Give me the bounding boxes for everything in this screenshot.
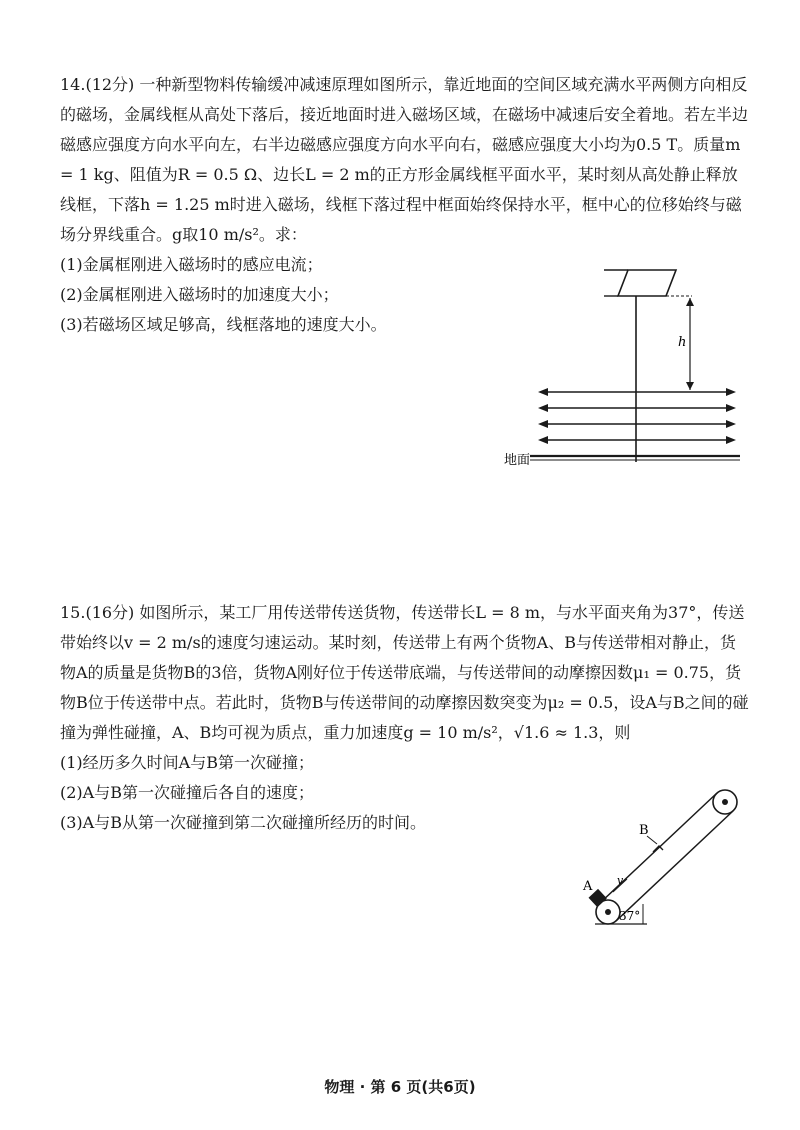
- question-14-sub-2: (2)金属框刚进入磁场时的加速度大小；: [60, 285, 339, 304]
- label-b: B: [639, 823, 649, 838]
- belt-lower: [616, 811, 733, 921]
- label-a: A: [583, 879, 593, 894]
- ground-label: 地面: [504, 453, 531, 468]
- question-15-sub-3: (3)A与B从第一次碰撞到第二次碰撞所经历的时间。: [60, 813, 426, 832]
- question-14-stem: 14.(12分) 一种新型物料传输缓冲减速原理如图所示，靠近地面的空间区域充满水平两侧方向相反的磁场，金属线框从高处下落后，接近地面时进入磁场区域，在磁场中减速后安全着地。若左半边磁感应强度方向水平向左，右半边磁感应强度方向水平向右，磁感应强度大小均为0.5 T。质量m = 1 kg、阻值为R = 0.5 Ω、边长L = 2 m的正方形金属线框平面水平，某时刻从高处静止释放线框，下落h = 1.25 m时进入磁场，线框下落过程中框面始终保持水平，框中心的位移始终与磁场分界线重合。g取10 m/s²。求：: [60, 75, 749, 244]
- question-14-sub-3: (3)若磁场区域足够高，线框落地的速度大小。: [60, 315, 387, 334]
- h-label: h: [678, 335, 687, 350]
- question-15-sub-1: (1)经历多久时间A与B第一次碰撞；: [60, 753, 314, 772]
- figure-conveyor-belt: [575, 780, 750, 930]
- question-15-number: 15.: [60, 603, 86, 622]
- page-footer: 物理 · 第 6 页(共6页): [324, 1078, 476, 1096]
- bottom-pulley-axle: [605, 909, 611, 915]
- magnetic-field-lines: [538, 388, 736, 444]
- h-arrow-head-top: [686, 298, 694, 306]
- top-pulley-axle: [722, 799, 728, 805]
- question-15-stem: 15.(16分) 如图所示，某工厂用传送带传送货物，传送带长L = 8 m，与水平面夹角为37°，传送带始终以v = 2 m/s的速度匀速运动。某时刻，传送带上有两个货物A、B与传送带相对静止，货物A的质量是货物B的3倍，货物A刚好位于传送带底端，与传送带间的动摩擦因数μ₁ = 0.75，货物B位于传送带中点。若此时，货物B与传送带间的动摩擦因数突变为μ₂ = 0.5，设A与B之间的碰撞为弹性碰撞，A、B均可视为质点，重力加速度g = 10 m/s²，√1.6 ≈ 1.3，则: [60, 603, 749, 742]
- question-14-sub-1: (1)金属框刚进入磁场时的感应电流；: [60, 255, 323, 274]
- metal-frame: [618, 270, 676, 296]
- question-15-sub-2: (2)A与B第一次碰撞后各自的速度；: [60, 783, 314, 802]
- figure-magnetic-frame: [500, 262, 750, 472]
- question-14-number: 14.: [60, 75, 86, 94]
- h-arrow-head-bottom: [686, 382, 694, 390]
- angle-label: 37°: [619, 909, 641, 923]
- label-v: v: [617, 874, 624, 887]
